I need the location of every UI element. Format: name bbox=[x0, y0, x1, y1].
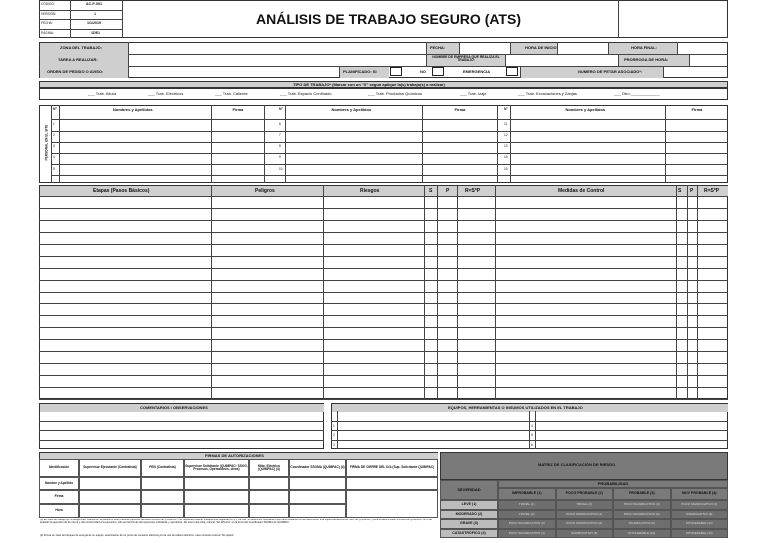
etapa-input[interactable] bbox=[40, 304, 210, 315]
analysis-rows bbox=[39, 185, 728, 399]
comment-input[interactable] bbox=[40, 421, 323, 430]
fecha-field[interactable] bbox=[460, 43, 510, 53]
tipo-productos-quimicos[interactable]: ___ Trab. Productos Químicos bbox=[368, 91, 423, 96]
personal-row-number: 13 bbox=[504, 144, 508, 149]
tipo-altura[interactable]: ___ Trab. Altura bbox=[88, 91, 117, 96]
col-line bbox=[529, 411, 530, 449]
meta-label-fecha: FECHA: bbox=[41, 21, 53, 25]
personal-side-label: PERSONAL EN EL SITE bbox=[44, 124, 49, 161]
matrix-prob-col: POCO PROBABLE (2) bbox=[556, 488, 614, 500]
tipo-electricos[interactable]: ___ Trab. Eléctricos bbox=[148, 91, 184, 96]
equipment-lines bbox=[331, 411, 728, 449]
signatures-table bbox=[39, 459, 438, 518]
signatures-identificacion: Identificación bbox=[39, 459, 79, 477]
label-prorroga: PRORROGA DE HORA: bbox=[624, 57, 669, 62]
comment-input[interactable] bbox=[40, 431, 323, 440]
tarea-field[interactable] bbox=[129, 55, 426, 65]
personal-col-nombre: Nombres y Apellidos bbox=[113, 107, 153, 112]
matrix-cell: INTOLERABLE (16) bbox=[671, 529, 729, 539]
petar-field[interactable] bbox=[664, 67, 727, 77]
prorroga-field[interactable] bbox=[690, 55, 727, 65]
signature-input[interactable] bbox=[346, 477, 438, 490]
divider bbox=[264, 105, 265, 183]
personal-col-nombre: Nombres y Apellidos bbox=[565, 107, 606, 112]
matrix-severity-row: CATASTRÓFICO (4) bbox=[440, 529, 498, 539]
tipo-izaje[interactable]: ___ Trab. Izaje bbox=[460, 91, 487, 96]
matrix-cell: INTOLERABLE (12) bbox=[671, 519, 729, 529]
row-line bbox=[51, 175, 728, 176]
signature-col-header: PEN (Contratista) bbox=[141, 459, 184, 477]
matrix-title: MATRIZ DE CLASIFICACIÓN DE RIESGO bbox=[538, 462, 616, 467]
col-s: S bbox=[429, 187, 433, 194]
zona-field[interactable] bbox=[129, 43, 426, 53]
equipment-number: 1 bbox=[333, 423, 335, 428]
signature-input[interactable] bbox=[79, 504, 141, 518]
matrix-cell: POCO SIGNIFICATIVO (3) bbox=[613, 500, 671, 510]
document-title: ANÁLISIS DE TRABAJO SEGURO (ATS) bbox=[256, 11, 521, 27]
tipo-excavaciones[interactable]: ___ Trab. Excavaciones y Zanjas bbox=[518, 91, 577, 96]
label-orden: ORDEN DE PEDIDO O AVISO: bbox=[47, 69, 104, 74]
etapa-input[interactable] bbox=[40, 197, 210, 208]
hora-final-field[interactable] bbox=[678, 43, 727, 53]
row-line bbox=[51, 153, 728, 154]
signature-col-header: Supervisor Ejecutante (Contratista) bbox=[79, 459, 141, 477]
equipment-number: 5 bbox=[531, 433, 533, 437]
hora-inicio-field[interactable] bbox=[558, 43, 608, 53]
personal-name-input[interactable] bbox=[511, 142, 664, 152]
etapa-input[interactable] bbox=[40, 220, 210, 231]
matrix-cell: POCO SIGNIFICATIVO (3) bbox=[498, 519, 556, 529]
risk-matrix bbox=[440, 480, 728, 540]
personal-row-number: 14 bbox=[504, 155, 508, 160]
personal-row-number: 7 bbox=[279, 133, 281, 138]
divider bbox=[497, 105, 498, 183]
etapa-input[interactable] bbox=[40, 268, 210, 279]
meta-label-codigo: CÓDIGO: bbox=[41, 2, 55, 6]
signature-input[interactable] bbox=[289, 504, 346, 518]
col-medidas: Medidas de Control bbox=[558, 187, 605, 194]
divider bbox=[422, 105, 423, 183]
col-line bbox=[535, 411, 536, 449]
label-emergencia: EMERGENCIA bbox=[463, 69, 491, 74]
matrix-severity-row: MODERADO (2) bbox=[440, 510, 498, 520]
personal-name-input[interactable] bbox=[286, 164, 421, 174]
matrix-prob-col: PROBABLE (3) bbox=[613, 488, 671, 500]
personal-col-firma: Firma bbox=[232, 107, 244, 112]
divider bbox=[211, 105, 212, 183]
planificado-no-checkbox[interactable] bbox=[432, 67, 444, 76]
orden-field[interactable] bbox=[129, 67, 339, 77]
col-p2: P bbox=[690, 187, 694, 194]
matrix-severity-row: GRAVE (3) bbox=[440, 519, 498, 529]
emergencia-checkbox[interactable] bbox=[506, 67, 518, 76]
etapa-input[interactable] bbox=[40, 244, 210, 255]
personal-row-number: 5 bbox=[53, 166, 55, 171]
signature-input[interactable] bbox=[249, 504, 289, 518]
col-peligros: Peligros bbox=[255, 187, 275, 194]
footnote-1: (1) En caso de trabajo por emergencias, cuando en la planta no esté presente personal del área SSOMA de QUIMPAC y se requieran realizar trabajos que requieran ATS y PETAR, el supervisor solicitante informará mediante correo electrónico a la superintendencia de SSO de QUIMPAC y será llevado a cabo SSOMA de QUIMPAC, a fin de analizar la ejecución de la misma y dar conformidad a la ejecución, solo así las firmas del supervisor solicitante y ejecutante. De tener esta vista, colocar "No APLICA" en la firma del Coordinador SSOMA de QUIMPAC. bbox=[40, 519, 432, 524]
matrix-prob-col: IMPROBABLE (1) bbox=[498, 488, 556, 500]
etapa-input[interactable] bbox=[40, 364, 210, 375]
col-riesgos: Riesgos bbox=[360, 187, 380, 194]
meta-value-codigo: AC-P-001 bbox=[86, 2, 102, 6]
personal-row-number: 15 bbox=[504, 166, 508, 171]
comments-title: COMENTARIOS / OBSERVACIONES bbox=[140, 404, 208, 410]
signature-col-header: Coordinador SSOMA (QUIMPAC) (4) bbox=[289, 459, 346, 477]
equipment-number: 4 bbox=[531, 423, 533, 428]
etapa-input[interactable] bbox=[40, 232, 210, 243]
matrix-cell: INTOLERABLE (12) bbox=[613, 529, 671, 539]
matrix-cell: POCO SIGNIFICATIVO (4) bbox=[556, 510, 614, 520]
row-line bbox=[39, 399, 728, 400]
signature-row-label: Nombre y Apellido bbox=[39, 477, 79, 490]
col-r: R=S*P bbox=[465, 187, 481, 194]
personal-col-firma: Firma bbox=[454, 107, 466, 112]
col-p: P bbox=[446, 187, 450, 194]
equipment-number: 3 bbox=[333, 442, 335, 447]
label-empresa: NOMBRE DE EMPRESA QUE REALIZA EL TRABAJO: bbox=[432, 55, 500, 63]
etapa-input[interactable] bbox=[40, 388, 210, 399]
matrix-cell: POCO SIGNIFICATIVO (4) bbox=[671, 500, 729, 510]
personal-row-number: 2 bbox=[53, 133, 55, 138]
label-hora-final: HORA FINAL: bbox=[631, 45, 657, 50]
comment-input[interactable] bbox=[40, 440, 323, 449]
personal-row-number: 9 bbox=[279, 155, 281, 160]
personal-row-number: 12 bbox=[504, 133, 508, 138]
personal-row-number: 11 bbox=[504, 121, 508, 126]
col-s2: S bbox=[678, 187, 682, 194]
comments-lines bbox=[39, 411, 324, 449]
footnote-2: (2) Firmar en caso de bloqueo de energía de un equipo, autorización de un punto de conexión eléctrica y/o de uso de tablero eléctrico, caso contrario colocar "No aplica". bbox=[40, 534, 235, 537]
personal-name-input[interactable] bbox=[286, 153, 421, 163]
personal-name-input[interactable] bbox=[60, 119, 210, 129]
col-line bbox=[337, 411, 338, 449]
matrix-cell: SIGNIFICATIVO (8) bbox=[556, 529, 614, 539]
equipment-number: 2 bbox=[333, 433, 335, 437]
personal-row-number: 10 bbox=[279, 166, 283, 171]
matrix-cell: POCO SIGNIFICATIVO (4) bbox=[498, 529, 556, 539]
tipo-espacio-confinado[interactable]: ___ Trab. Espacio Confinado bbox=[280, 91, 332, 96]
signature-input[interactable] bbox=[249, 477, 289, 490]
label-hora-inicio: HORA DE INICIO: bbox=[525, 45, 558, 50]
signature-input[interactable] bbox=[141, 504, 184, 518]
tipo-caliente[interactable]: ___ Trab. Caliente bbox=[215, 91, 248, 96]
personal-name-input[interactable] bbox=[60, 142, 210, 152]
etapa-input[interactable] bbox=[40, 280, 210, 291]
equipment-title: EQUIPOS, HERRAMIENTAS O INSUMOS UTILIZADOS EN EL TRABAJO bbox=[448, 404, 583, 410]
signature-input[interactable] bbox=[184, 504, 249, 518]
personal-row-number: 8 bbox=[279, 144, 281, 149]
signature-input[interactable] bbox=[249, 490, 289, 504]
personal-col-nombre: Nombres y Apellidos bbox=[331, 107, 372, 112]
personal-name-input[interactable] bbox=[286, 142, 421, 152]
signature-input[interactable] bbox=[289, 490, 346, 504]
signature-input[interactable] bbox=[79, 477, 141, 490]
signature-input[interactable] bbox=[184, 490, 249, 504]
matrix-severidad: SEVERIDAD bbox=[440, 480, 498, 500]
meta-value-version: 1 bbox=[94, 11, 96, 16]
personal-grid bbox=[51, 105, 728, 183]
signature-input[interactable] bbox=[79, 490, 141, 504]
matrix-cell: SIGNIFICATIVO (8) bbox=[671, 510, 729, 520]
matrix-probabilidad: PROBABILIDAD bbox=[498, 480, 728, 488]
meta-label-pagina: PÁGINA: bbox=[41, 30, 54, 35]
label-planificado: PLANIFICADO: SI bbox=[343, 69, 377, 74]
signature-input[interactable] bbox=[141, 490, 184, 504]
signature-input[interactable] bbox=[346, 490, 438, 518]
etapa-input[interactable] bbox=[40, 376, 210, 387]
row-line bbox=[51, 131, 728, 132]
matrix-severity-row: LEVE (1) bbox=[440, 500, 498, 510]
personal-name-input[interactable] bbox=[511, 164, 664, 174]
signature-row-label: Hora bbox=[39, 504, 79, 518]
personal-row-number: 4 bbox=[53, 155, 55, 160]
label-tarea: TAREA A REALIZAR: bbox=[58, 57, 98, 62]
personal-name-input[interactable] bbox=[286, 119, 421, 129]
etapa-input[interactable] bbox=[40, 352, 210, 363]
matrix-cell: POCO SIGNIFICATIVO (6) bbox=[556, 519, 614, 529]
meta-value-pagina: 1DE1 bbox=[91, 30, 100, 35]
matrix-cell: TRIVIAL (2) bbox=[498, 510, 556, 520]
personal-name-input[interactable] bbox=[511, 119, 664, 129]
personal-name-input[interactable] bbox=[286, 131, 421, 141]
col-r2: R=S*P bbox=[704, 187, 720, 194]
personal-name-input[interactable] bbox=[60, 153, 210, 163]
signature-col-header: FIRMA DE CIERRE DEL D/A (Sup. Solicitante QUIMPAC) bbox=[346, 459, 438, 477]
etapa-input[interactable] bbox=[40, 256, 210, 267]
signature-col-header: Supervisor Solicitante (QUIMPAC: SSOG, Procesos, Operaciones, otros) bbox=[184, 459, 249, 477]
matrix-cell: POCO SIGNIFICATIVO (6) bbox=[613, 510, 671, 520]
row-line bbox=[51, 142, 728, 143]
equipment-number: 6 bbox=[531, 442, 533, 447]
divider bbox=[665, 105, 666, 183]
etapa-input[interactable] bbox=[40, 340, 210, 351]
personal-col-n: N° bbox=[279, 107, 283, 111]
label-petar: NUMERO DE PETAR ASOCIADO*: bbox=[578, 69, 643, 74]
etapa-input[interactable] bbox=[40, 316, 210, 327]
matrix-prob-col: MUY PROBABLE (4) bbox=[671, 488, 729, 500]
personal-col-firma: Firma bbox=[691, 107, 703, 112]
matrix-cell: SIGNIFICATIVO (9) bbox=[613, 519, 671, 529]
matrix-cell: TRIVIAL (2) bbox=[556, 500, 614, 510]
tipo-title: TIPO DE TRABAJO* (Marcar con un "X" según aplique la(s) trabajo(s) a realizar) bbox=[293, 81, 445, 87]
meta-label-version: VERSIÓN: bbox=[41, 11, 57, 16]
comment-input[interactable] bbox=[40, 412, 323, 421]
label-fecha: FECHA: bbox=[430, 45, 446, 50]
signature-input[interactable] bbox=[289, 477, 346, 490]
personal-name-input[interactable] bbox=[60, 164, 210, 174]
matrix-cell: TRIVIAL (1) bbox=[498, 500, 556, 510]
personal-row-number: 3 bbox=[53, 144, 55, 149]
signature-col-header: Mtto. Eléctrico (QUIMPAC) (4) bbox=[249, 459, 289, 477]
personal-name-input[interactable] bbox=[511, 153, 664, 163]
personal-name-input[interactable] bbox=[60, 131, 210, 141]
etapa-input[interactable] bbox=[40, 328, 210, 339]
signature-input[interactable] bbox=[184, 477, 249, 490]
signatures-title: FIRMAS DE AUTORIZACIONES bbox=[205, 453, 264, 458]
personal-row-number: 1 bbox=[53, 121, 55, 126]
col-etapas: Etapas (Pasos Básicos) bbox=[93, 187, 150, 194]
personal-col-n: N° bbox=[504, 107, 508, 111]
empresa-field[interactable] bbox=[506, 55, 618, 65]
planificado-si-checkbox[interactable] bbox=[390, 67, 402, 76]
etapa-input[interactable] bbox=[40, 292, 210, 303]
personal-name-input[interactable] bbox=[511, 131, 664, 141]
meta-value-fecha: 1/1/2019 bbox=[87, 21, 101, 25]
personal-row-number: 6 bbox=[279, 121, 281, 126]
signature-input[interactable] bbox=[141, 477, 184, 490]
signature-row-label: Firma bbox=[39, 490, 79, 504]
row-line bbox=[51, 164, 728, 165]
row-line bbox=[51, 119, 728, 120]
label-zona: ZONA DEL TRABAJO: bbox=[60, 45, 102, 50]
label-no: NO bbox=[420, 69, 426, 74]
etapa-input[interactable] bbox=[40, 208, 210, 219]
personal-col-n: N° bbox=[53, 107, 57, 111]
tipo-otro[interactable]: ___ Otro:_____________ bbox=[614, 91, 660, 96]
